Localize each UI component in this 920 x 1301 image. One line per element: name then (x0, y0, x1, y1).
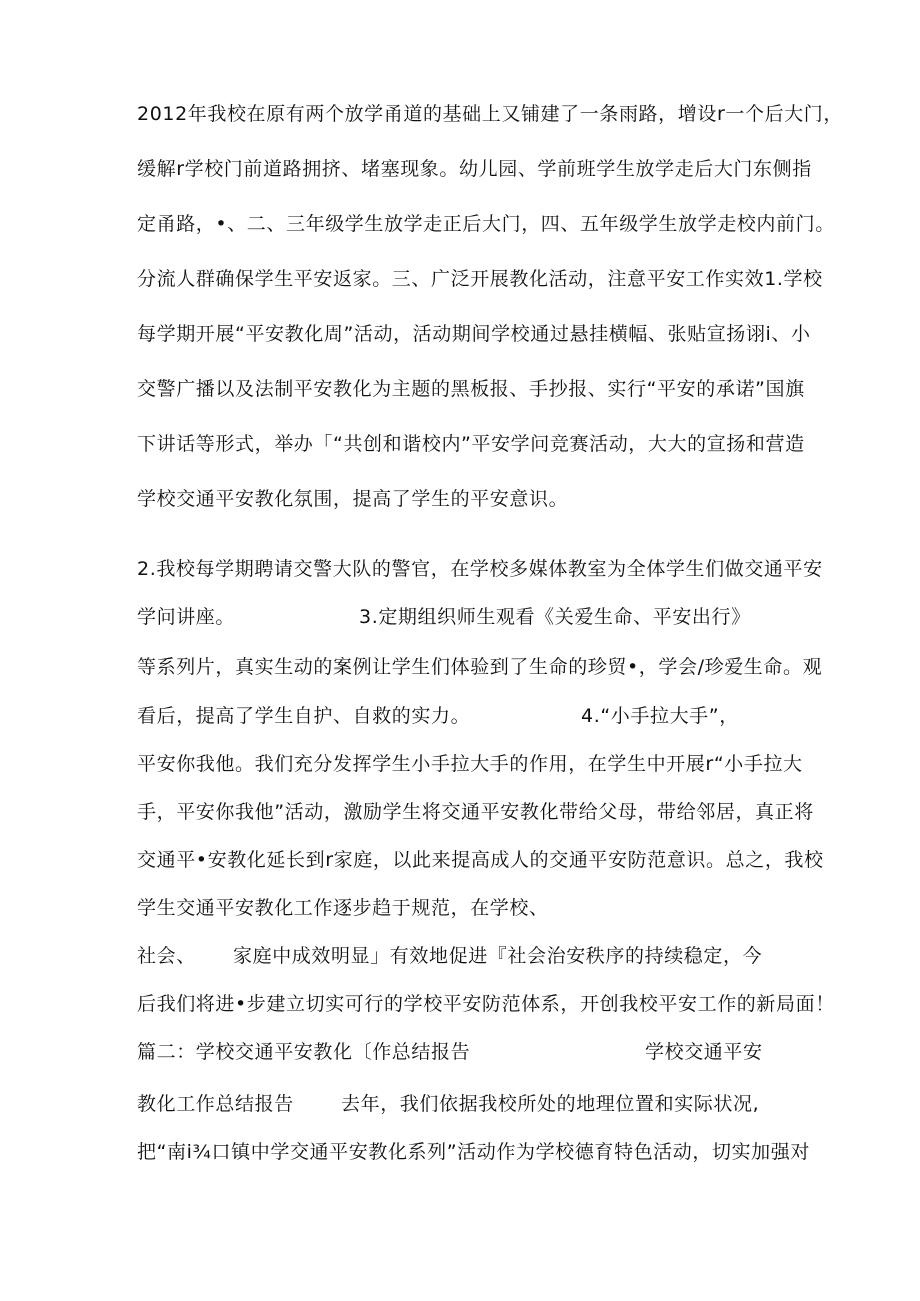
line-text: 交通平•安教化延长到r家庭，以此来提高成人的交通平安防范意识。总之，我校 (137, 849, 824, 871)
line-text: 2012年我校在原有两个放学甬道的基础上又铺建了一条雨路，增设r一个后大门， (137, 103, 843, 125)
line-text: 等系列片，真实生动的案例让学生们体验到了生命的珍贸•，学会/珍爱生命。观 (137, 656, 823, 678)
text-line (137, 800, 814, 824)
line-text: 学校交通平安教化氛围，提高了学生的平安意识。 (137, 488, 569, 510)
line-text: 把“南i¾口镇中学交通平安教化系列”活动作为学校德育特色活动，切实加强对 (137, 1141, 810, 1163)
text-line (137, 322, 811, 346)
line-text: 教化工作总结报告 (137, 1093, 294, 1115)
line-text: 看后，提高了学生自护、自救的实力。 (137, 705, 471, 727)
line-text: 定甬路，•、二、三年级学生放学走正后大门，四、五年级学生放学走校内前门。 (137, 213, 835, 235)
text-line (137, 557, 823, 581)
line-text: 平安你我他。我们充分发挥学生小手拉大手的作用，在学生中开展r“小手拉大 (137, 753, 803, 775)
line-text: 下讲话等形式，举办「“共创和谐校内”平安学问竞赛活动，大大的宣扬和营造 (137, 433, 805, 455)
line-text: 手，平安你我他”活动，激励学生将交通平安教化带给父母，带给邻居，真正将 (137, 801, 814, 823)
line-text: 缓解r学校门前道路拥挤、堵塞现象。幼儿园、学前班学生放学走后大门东侧指 (137, 158, 812, 180)
text-line (137, 157, 812, 181)
line-text: 社会、 (137, 945, 196, 967)
line-text: 去年，我们依据我校所处的地理位置和实际状况, (341, 1093, 760, 1115)
line-text: 篇二：学校交通平安教化〔作总结报告 (137, 1041, 471, 1063)
text-line (137, 896, 549, 920)
text-line (137, 655, 822, 679)
line-text: 学问讲座。 (137, 606, 236, 628)
text-line (137, 1140, 810, 1164)
text-line (137, 102, 843, 126)
line-text: 学生交通平安教化工作逐步趋于规范，在学校、 (137, 897, 549, 919)
text-line (137, 377, 805, 401)
line-text: 4.“小手拉大手”， (581, 705, 739, 727)
text-line (137, 432, 805, 456)
line-text: 分流人群确保学生平安返家。三、广泛开展教化活动，注意平安工作实效1.学校 (137, 268, 823, 290)
text-line (137, 267, 823, 291)
text-line (137, 487, 568, 511)
text-line (137, 848, 824, 872)
line-text: 3.定期组织师生观看《关爱生命、平安出行》 (359, 606, 751, 628)
line-text: 交警广播以及法制平安教化为主题的黑板报、手抄报、实行“平安的承诺”国旗 (137, 378, 805, 400)
line-text: 家庭中成效明显」有效地促进『社会治安秩序的持续稳定，今 (233, 945, 763, 967)
text-line (137, 992, 835, 1016)
line-text: 2.我校每学期聘请交警大队的警官，在学校多媒体教室为全体学生们做交通平安 (137, 558, 823, 580)
line-text: 每学期开展“平安教化周”活动，活动期间学校通过悬挂横幅、张贴宣扬诩i、小 (137, 323, 811, 345)
line-text: 学校交通平安 (645, 1041, 763, 1063)
text-line (137, 212, 835, 236)
line-text: 后我们将进•步建立切实可行的学校平安防范体系，开创我校平安工作的新局面！ (137, 993, 835, 1015)
text-line (137, 752, 803, 776)
